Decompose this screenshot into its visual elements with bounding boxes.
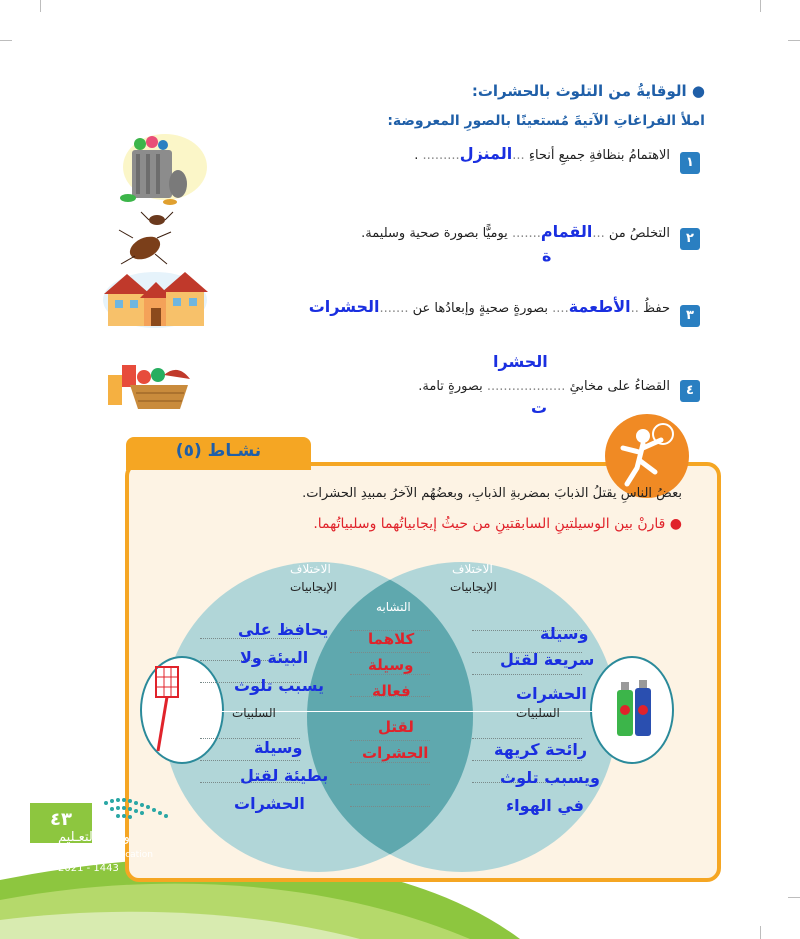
bullet-icon: ● <box>691 82 705 100</box>
trash-can-icon <box>110 132 210 207</box>
center-similarity-title: التشابه <box>376 600 411 614</box>
writing-line <box>350 740 430 741</box>
right-negatives-label: السلبيات <box>516 706 560 720</box>
answer-input[interactable]: الحشرا <box>493 352 548 371</box>
answer-input[interactable]: القمام <box>540 222 593 241</box>
right-negative-line: ويسبب تلوث <box>500 768 600 787</box>
cockroach-icon <box>115 208 180 268</box>
crop-mark <box>760 0 761 12</box>
crop-mark <box>40 0 41 12</box>
blank-dots: .... <box>552 301 569 316</box>
house-icon <box>100 268 210 330</box>
writing-line <box>350 784 430 785</box>
writing-line <box>350 806 430 807</box>
left-negative-line: بطيئة لقتل <box>240 766 329 785</box>
answer-input[interactable]: المنزل <box>459 144 513 163</box>
question-3: حفظُ ..الأطعمة.... بصورةٍ صحيةٍ وإبعادُها عن .......الحشرات <box>308 297 670 316</box>
similarity-line: كلاهما <box>368 630 415 648</box>
blank-dots: .. <box>630 301 639 316</box>
answer-input[interactable]: الأطعمة <box>568 297 631 316</box>
answer-continuation: ت <box>531 398 548 417</box>
writing-line <box>472 674 582 675</box>
crop-mark <box>788 40 800 41</box>
instruction: املأ الفراغاتِ الآتيةَ مُستعينًا بالصورِ المعروضة: <box>387 113 705 129</box>
question-number: ٤ <box>680 380 700 402</box>
left-negative-line: الحشرات <box>234 794 305 813</box>
writing-line <box>472 738 582 739</box>
blank-dots: ................... <box>486 379 566 394</box>
left-negatives-label: السلبيات <box>232 706 276 720</box>
question-1: الاهتمامُ بنظافةِ جميعِ أنحاءِ ...المنزل......... . <box>414 144 670 163</box>
writing-line <box>350 652 430 653</box>
crop-mark <box>0 40 12 41</box>
activity-task: ● قارنْ بين الوسيلتينِ السابقتينِ من حيثُ إيجابياتُهما وسلبياتُهما. <box>313 516 682 532</box>
similarity-line: لقتل <box>378 718 414 736</box>
question-number: ٢ <box>680 228 700 250</box>
left-positive-line: يسبب تلوث <box>234 676 324 695</box>
section-heading: ● الوقايةُ من التلوث بالحشرات: <box>471 82 705 100</box>
writing-line <box>350 762 430 763</box>
ministry-name-en: Ministry of Education <box>58 850 153 860</box>
question-2: التخلصُ من ...القمام....... يوميًّا بصورة صحية وسليمة. <box>361 222 670 241</box>
writing-line <box>200 760 300 761</box>
right-negative-line: رائحة كريهة <box>494 740 588 759</box>
year-label: 2021 - 1443 <box>58 863 119 874</box>
blank-dots: ....... <box>511 226 541 241</box>
left-positives-label: الإيجابيات <box>290 580 337 594</box>
left-negative-line: وسيلة <box>254 738 303 757</box>
activity-intro: بعضُ الناسِ يقتلُ الذبابَ بمضربةِ الذبابِ، وبعضُهُم الآخرُ بمبيدِ الحشرات. <box>302 486 682 501</box>
left-positive-line: البيئة ولا <box>240 648 309 667</box>
blank-dots: ... <box>592 226 605 241</box>
question-number: ٣ <box>680 305 700 327</box>
left-difference-title: الاختلاف <box>290 562 331 576</box>
page-number: ٤٣ <box>50 809 72 830</box>
right-positive-line: وسيلة <box>540 624 589 643</box>
right-positives-label: الإيجابيات <box>450 580 497 594</box>
right-positive-line: سريعة لقتل <box>500 650 595 669</box>
answer-continuation: ة <box>542 246 552 265</box>
question-4: القضاءُ على مخابئِ ................... بصورةٍ تامة. <box>418 379 670 394</box>
right-negative-line: في الهواء <box>506 796 584 815</box>
fly-swatter-icon <box>150 665 190 755</box>
similarity-line: وسيلة <box>368 656 414 674</box>
writing-line <box>350 674 430 675</box>
similarity-line: فعالة <box>372 682 411 700</box>
blank-dots: ......... <box>422 148 460 163</box>
activity-title: نشـاط (٥) <box>175 441 262 461</box>
ministry-name-ar: وزارة التعـليم <box>58 830 130 845</box>
left-positive-line: يحافظ على <box>238 620 329 639</box>
bullet-icon: ● <box>669 516 682 532</box>
writing-line <box>472 760 582 761</box>
right-positive-line: الحشرات <box>516 684 587 703</box>
blank-dots: ....... <box>379 301 409 316</box>
right-difference-title: الاختلاف <box>452 562 493 576</box>
similarity-line: الحشرات <box>362 744 429 762</box>
question-number: ١ <box>680 152 700 174</box>
insecticide-spray-icon <box>615 680 655 740</box>
answer-input[interactable]: الحشرات <box>308 297 380 316</box>
ministry-logo-icon <box>100 795 190 825</box>
blank-dots: ... <box>512 148 525 163</box>
food-basket-icon <box>102 355 197 413</box>
